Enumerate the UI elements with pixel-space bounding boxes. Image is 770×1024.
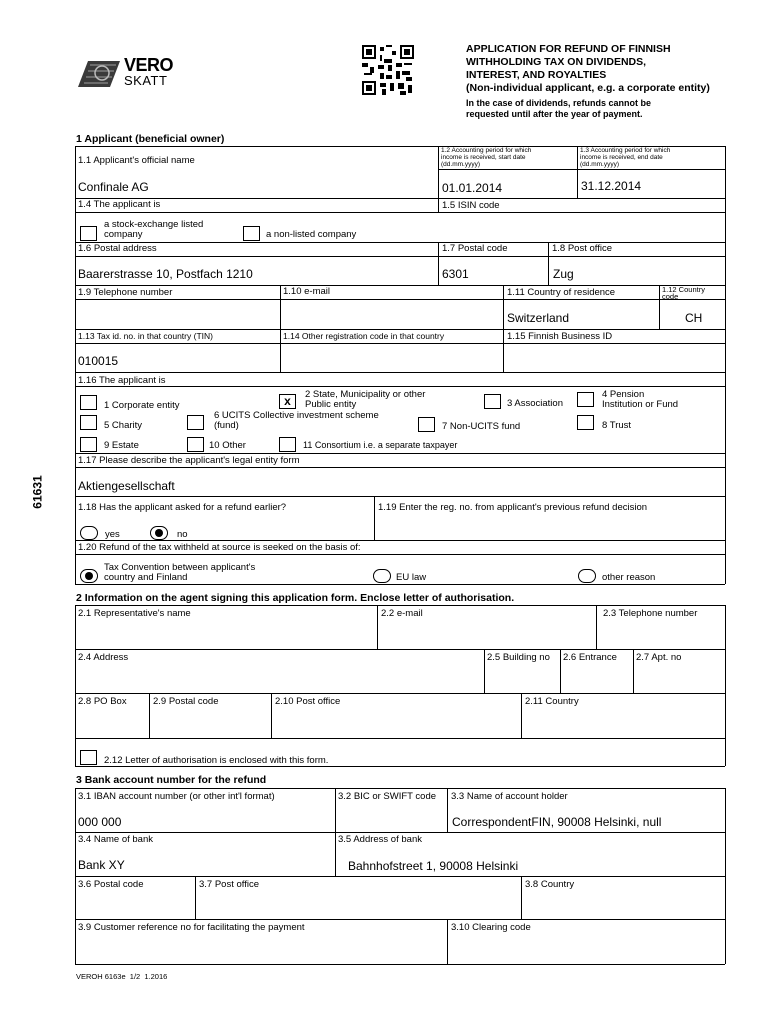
type-11-checkbox[interactable] xyxy=(279,437,296,452)
label-1-6: 1.6 Postal address xyxy=(78,243,157,254)
form-subtitle: (Non-individual applicant, e.g. a corporate entity) xyxy=(466,82,710,94)
label-2-5: 2.5 Building no xyxy=(487,652,550,663)
bank-address-field[interactable]: Bahnhofstreet 1, 90008 Helsinki xyxy=(348,859,519,873)
finnish-business-id-field[interactable] xyxy=(504,343,725,372)
non-listed-company-label: a non-listed company xyxy=(266,229,357,240)
label-1-2 xyxy=(441,147,531,168)
side-code: 61631 xyxy=(30,475,45,509)
title-line-1: APPLICATION FOR REFUND OF FINNISH xyxy=(466,43,671,55)
label-1-7: 1.7 Postal code xyxy=(442,243,508,254)
label-2-8: 2.8 PO Box xyxy=(78,696,127,707)
label-1-4: 1.4 The applicant is xyxy=(78,199,161,210)
title-line-3: INTEREST, AND ROYALTIES xyxy=(466,69,607,81)
label-1-12 xyxy=(662,286,705,300)
type-9-checkbox[interactable] xyxy=(80,437,97,452)
postal-address-field[interactable]: Baarerstrasse 10, Postfach 1210 xyxy=(78,267,253,281)
type-6-line: 6 UCITS Collective investment scheme xyxy=(214,410,379,421)
tin-field[interactable]: 010015 xyxy=(78,354,119,368)
type-9-label: 9 Estate xyxy=(104,440,139,451)
label-1-2-line: income is received, start date xyxy=(441,154,526,161)
label-2-4: 2.4 Address xyxy=(78,652,129,663)
type-7-checkbox[interactable] xyxy=(418,417,435,432)
label-1-10: 1.10 e-mail xyxy=(283,286,330,297)
postal-code-field[interactable]: 6301 xyxy=(442,267,469,281)
label-1-9: 1.9 Telephone number xyxy=(78,287,173,298)
label-2-10: 2.10 Post office xyxy=(275,696,341,707)
label-1-16: 1.16 The applicant is xyxy=(78,375,166,386)
type-6-checkbox[interactable] xyxy=(187,415,204,430)
label-2-2: 2.2 e-mail xyxy=(381,608,423,619)
type-2-line: Public entity xyxy=(305,399,357,410)
label-1-19: 1.19 Enter the reg. no. from applicant's previous refund decision xyxy=(378,502,648,513)
tax-convention-line: Tax Convention between applicant's xyxy=(104,562,256,573)
basis-eu-law-radio[interactable] xyxy=(373,569,391,583)
type-2-line: 2 State, Municipality or other xyxy=(305,389,426,400)
label-2-7: 2.7 Apt. no xyxy=(636,652,682,663)
label-2-11: 2.11 Country xyxy=(525,696,579,707)
type-1-checkbox[interactable] xyxy=(80,395,97,410)
representative-phone-field[interactable] xyxy=(597,620,725,649)
basis-other-reason-radio[interactable] xyxy=(578,569,596,583)
previous-refund-decision-field[interactable] xyxy=(375,514,725,540)
telephone-field[interactable] xyxy=(76,300,280,329)
form-title xyxy=(466,43,710,120)
basis-tax-convention-label xyxy=(104,563,255,583)
refund-earlier-no-radio[interactable] xyxy=(150,526,168,540)
bank-name-field[interactable]: Bank XY xyxy=(78,858,125,872)
period-end-field[interactable]: 31.12.2014 xyxy=(581,179,642,193)
refund-earlier-no-label: no xyxy=(177,529,188,540)
label-1-20: 1.20 Refund of the tax withheld at source is seeked on the basis of: xyxy=(78,542,361,553)
post-office-field[interactable]: Zug xyxy=(553,267,574,281)
label-2-6: 2.6 Entrance xyxy=(563,652,617,663)
type-8-label: 8 Trust xyxy=(602,420,632,431)
label-3-1: 3.1 IBAN account number (or other int'l format) xyxy=(78,791,275,802)
label-2-1: 2.1 Representative's name xyxy=(78,608,191,619)
country-code-field[interactable]: CH xyxy=(685,311,703,325)
type-10-label: 10 Other xyxy=(209,440,246,451)
type-8-checkbox[interactable] xyxy=(577,415,594,430)
type-1-label: 1 Corporate entity xyxy=(104,400,180,411)
basis-eu-law-label: EU law xyxy=(396,572,427,583)
isin-field[interactable] xyxy=(439,213,725,242)
label-2-9: 2.9 Postal code xyxy=(153,696,219,707)
label-1-18: 1.18 Has the applicant asked for a refund earlier? xyxy=(78,502,287,513)
representative-email-field[interactable] xyxy=(378,620,596,649)
label-1-3-line: income is received, end date xyxy=(580,154,663,161)
label-1-14: 1.14 Other registration code in that country xyxy=(283,331,445,341)
type-11-label: 11 Consortium i.e. a separate taxpayer xyxy=(303,440,458,450)
logo-skatt: SKATT xyxy=(124,73,168,88)
label-3-10: 3.10 Clearing code xyxy=(451,922,531,933)
legal-entity-form-field[interactable]: Aktiengesellschaft xyxy=(78,479,175,493)
section-2-title: 2 Information on the agent signing this application form. Enclose letter of authorisation. xyxy=(76,592,515,604)
tax-convention-line: country and Finland xyxy=(104,572,188,583)
basis-tax-convention-radio[interactable] xyxy=(80,569,98,583)
label-2-12: 2.12 Letter of authorisation is enclosed with this form. xyxy=(104,755,329,766)
iban-field[interactable]: 000 000 xyxy=(78,815,122,829)
account-holder-field[interactable]: CorrespondentFIN, 90008 Helsinki, null xyxy=(452,815,662,829)
representative-name-field[interactable] xyxy=(76,620,377,649)
type-5-label: 5 Charity xyxy=(104,420,143,431)
label-1-8: 1.8 Post office xyxy=(552,243,613,254)
label-3-2: 3.2 BIC or SWIFT code xyxy=(338,791,437,802)
title-line-2: WITHHOLDING TAX ON DIVIDENDS, xyxy=(466,56,647,68)
type-6-line: (fund) xyxy=(214,420,239,431)
customer-reference-field[interactable] xyxy=(76,934,447,964)
label-2-3: 2.3 Telephone number xyxy=(603,608,698,619)
label-1-17: 1.17 Please describe the applicant's legal entity form xyxy=(78,455,300,466)
applicant-name-field[interactable]: Confinale AG xyxy=(78,180,149,194)
label-1-15: 1.15 Finnish Business ID xyxy=(507,331,613,342)
listed-company-label xyxy=(104,220,203,240)
label-3-9: 3.9 Customer reference no for facilitating the payment xyxy=(78,922,305,933)
label-1-2-line: (dd.mm.yyyy) xyxy=(441,161,480,168)
refund-earlier-yes-label: yes xyxy=(105,529,120,540)
label-3-3: 3.3 Name of account holder xyxy=(451,791,568,802)
label-1-12-line: code xyxy=(662,292,679,301)
type-4-line: 4 Pension xyxy=(602,389,645,400)
email-field[interactable] xyxy=(281,300,503,329)
form-note xyxy=(466,98,710,120)
non-listed-company-checkbox[interactable] xyxy=(243,226,260,241)
note-line-2: requested until after the year of payment. xyxy=(466,109,643,119)
clearing-code-field[interactable] xyxy=(448,934,725,964)
basis-other-reason-label: other reason xyxy=(602,572,656,583)
label-3-7: 3.7 Post office xyxy=(199,879,260,890)
type-4-checkbox[interactable] xyxy=(577,392,594,407)
vero-skatt-logo xyxy=(76,55,174,91)
type-5-checkbox[interactable] xyxy=(80,415,97,430)
label-1-11: 1.11 Country of residence xyxy=(507,287,616,298)
footer-form-code: VEROH 6163e 1/2 1.2016 xyxy=(76,972,168,981)
bic-swift-field[interactable] xyxy=(336,803,447,832)
label-1-2-line: 1.2 Accounting period for which xyxy=(441,147,532,154)
label-1-13: 1.13 Tax id. no. in that country (TIN) xyxy=(78,331,213,341)
type-2-label xyxy=(305,390,425,410)
label-1-3-line: (dd.mm.yyyy) xyxy=(580,161,619,168)
type-7-label: 7 Non-UCITS fund xyxy=(442,421,521,432)
note-line-1: In the case of dividends, refunds cannot be xyxy=(466,98,652,108)
type-4-label xyxy=(602,390,678,410)
label-3-4: 3.4 Name of bank xyxy=(78,834,153,845)
type-4-line: Institution or Fund xyxy=(602,399,679,410)
label-3-8: 3.8 Country xyxy=(525,879,575,890)
label-1-3 xyxy=(580,147,670,168)
type-10-checkbox[interactable] xyxy=(187,437,204,452)
label-1-1: 1.1 Applicant's official name xyxy=(78,155,195,166)
type-3-label: 3 Association xyxy=(507,398,563,409)
country-of-residence-field[interactable]: Switzerland xyxy=(507,311,570,325)
label-3-6: 3.6 Postal code xyxy=(78,879,144,890)
section-1-title: 1 Applicant (beneficial owner) xyxy=(76,133,225,145)
type-2-checkbox[interactable]: x xyxy=(279,394,296,409)
representative-address-field[interactable] xyxy=(76,664,484,693)
label-1-12-line: 1.12 Country xyxy=(662,285,705,294)
authorisation-enclosed-checkbox[interactable] xyxy=(80,750,97,765)
section-3-title: 3 Bank account number for the refund xyxy=(76,774,267,786)
qr-code xyxy=(362,45,414,95)
listed-label-line: company xyxy=(104,229,143,240)
type-3-checkbox[interactable] xyxy=(484,394,501,409)
label-3-5: 3.5 Address of bank xyxy=(338,834,422,845)
listed-company-checkbox[interactable] xyxy=(80,226,97,241)
other-registration-field[interactable] xyxy=(281,343,503,372)
listed-label-line: a stock-exchange listed xyxy=(104,219,204,230)
label-1-3-line: 1.3 Accounting period for which xyxy=(580,147,671,154)
logo-vero: VERO xyxy=(124,55,174,75)
refund-earlier-yes-radio[interactable] xyxy=(80,526,98,540)
type-6-label xyxy=(214,411,379,431)
label-1-5: 1.5 ISIN code xyxy=(442,200,500,211)
period-start-field[interactable]: 01.01.2014 xyxy=(442,181,503,195)
